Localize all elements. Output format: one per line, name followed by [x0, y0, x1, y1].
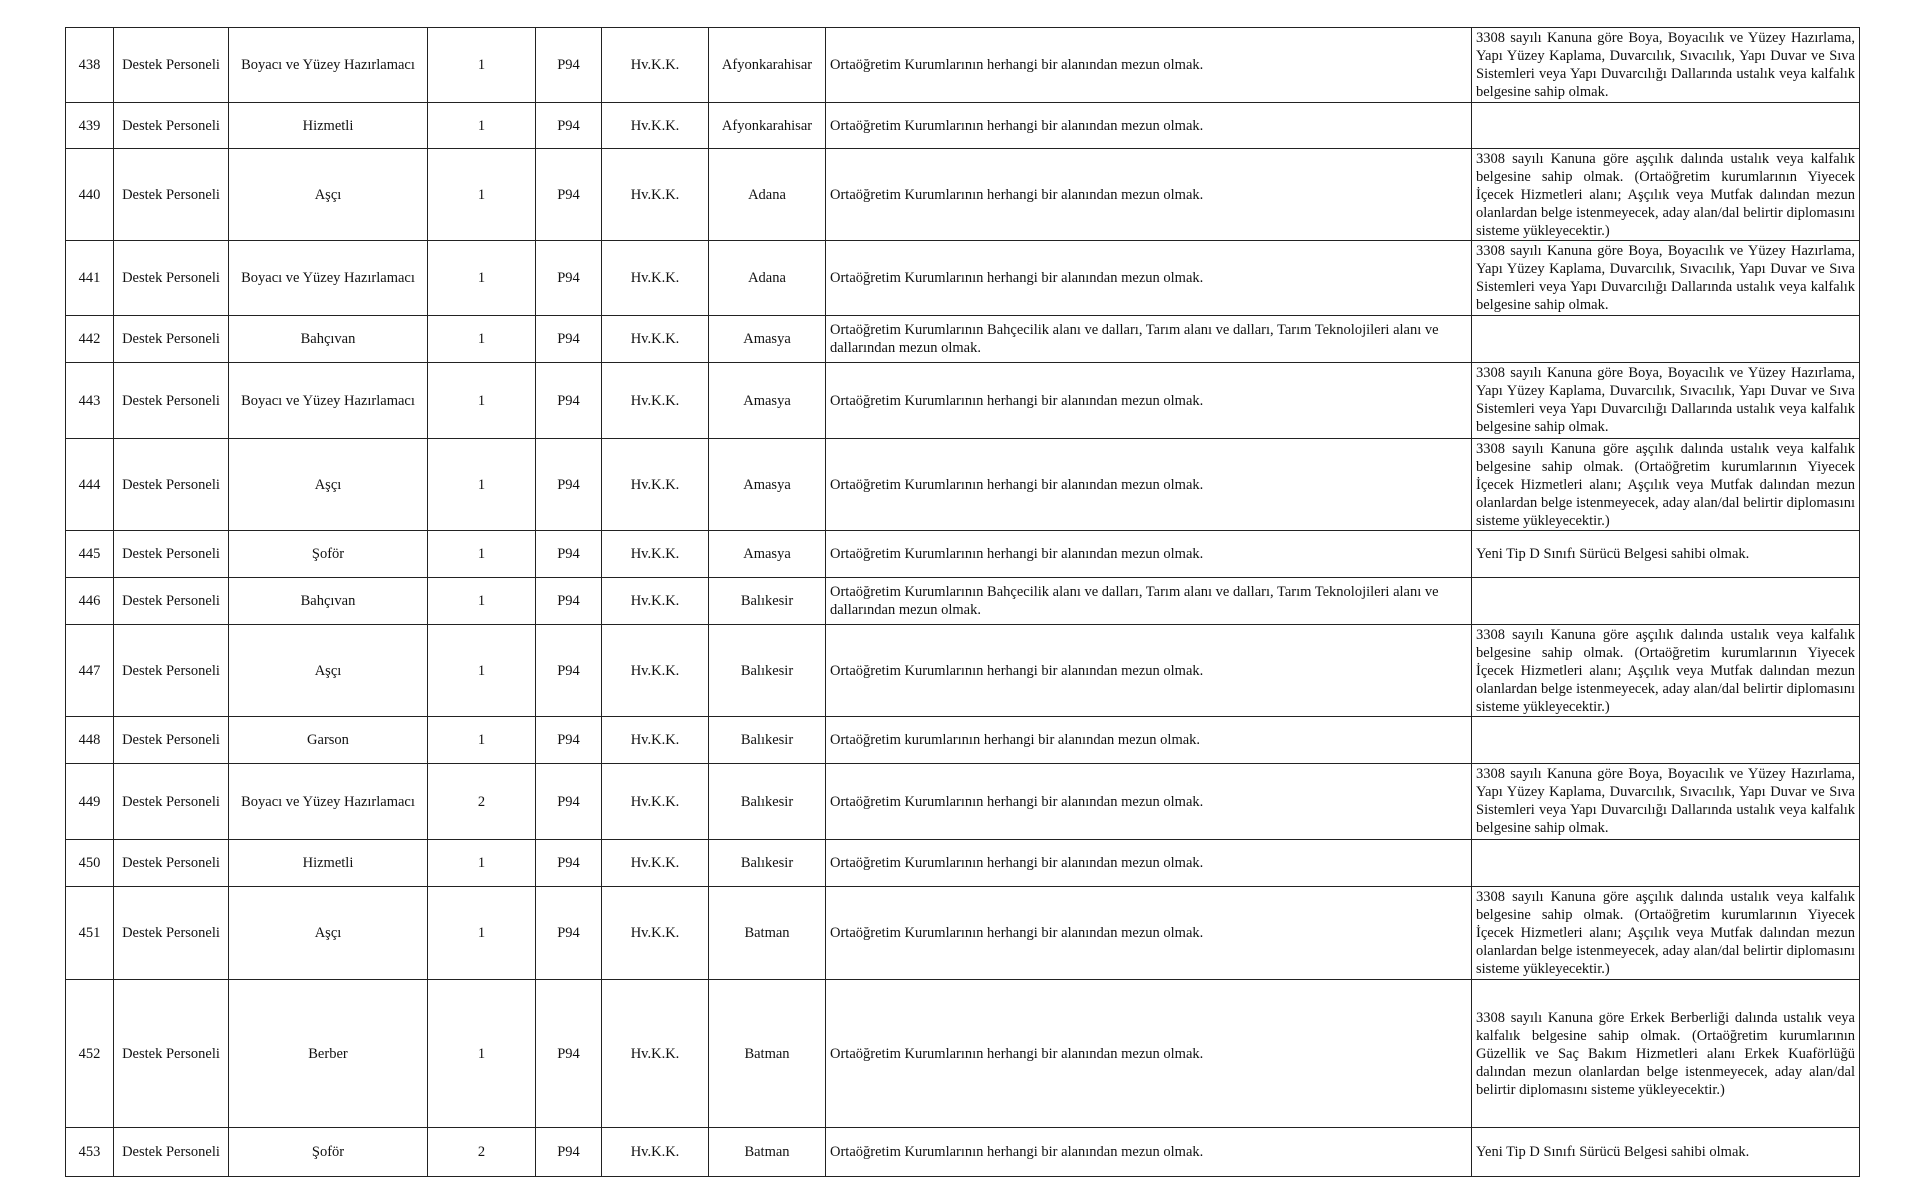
city-cell: Amasya	[709, 531, 826, 578]
position-cell: Boyacı ve Yüzey Hazırlamacı	[229, 241, 428, 316]
city-cell: Batman	[709, 980, 826, 1128]
count-cell: 1	[428, 439, 536, 531]
certificate-cell: 3308 sayılı Kanuna göre Boya, Boyacılık ve Yüzey Hazırlama, Yapı Yüzey Kaplama, Duvarcılık, Sıvacılık, Yapı Duvar ve Sıva Sistemleri veya Yapı Duvarcılığı Dallarında ustalık veya kalfalık belgesine sahip olmak.	[1472, 764, 1860, 840]
category-cell: Destek Personeli	[114, 887, 229, 980]
unit-cell: Hv.K.K.	[602, 439, 709, 531]
count-cell: 1	[428, 149, 536, 241]
city-cell: Balıkesir	[709, 578, 826, 625]
code-cell: P94	[536, 1128, 602, 1177]
certificate-cell: 3308 sayılı Kanuna göre aşçılık dalında ustalık veya kalfalık belgesine sahip olmak. (Ortaöğretim kurumlarının Yiyecek İçecek Hizmetleri alanı; Aşçılık veya Mutfak dalından mezun olanlardan belge istenmeyecek, aday alan/dal belirtir diplomasını sisteme yükleyecektir.)	[1472, 439, 1860, 531]
row-number: 439	[66, 103, 114, 149]
positions-table	[65, 27, 1860, 1177]
count-cell: 2	[428, 1128, 536, 1177]
table-row	[66, 625, 1860, 717]
table-row	[66, 149, 1860, 241]
row-number: 441	[66, 241, 114, 316]
position-cell: Bahçıvan	[229, 316, 428, 363]
education-cell: Ortaöğretim Kurumlarının herhangi bir alanından mezun olmak.	[826, 439, 1472, 531]
position-cell: Aşçı	[229, 625, 428, 717]
certificate-cell	[1472, 840, 1860, 887]
position-cell: Şoför	[229, 1128, 428, 1177]
education-cell: Ortaöğretim Kurumlarının herhangi bir alanından mezun olmak.	[826, 840, 1472, 887]
row-number: 440	[66, 149, 114, 241]
count-cell: 1	[428, 840, 536, 887]
city-cell: Balıkesir	[709, 625, 826, 717]
education-cell: Ortaöğretim Kurumlarının herhangi bir alanından mezun olmak.	[826, 764, 1472, 840]
education-cell: Ortaöğretim Kurumlarının herhangi bir alanından mezun olmak.	[826, 149, 1472, 241]
position-cell: Garson	[229, 717, 428, 764]
category-cell: Destek Personeli	[114, 1128, 229, 1177]
table-row	[66, 241, 1860, 316]
education-cell: Ortaöğretim Kurumlarının herhangi bir alanından mezun olmak.	[826, 103, 1472, 149]
education-cell: Ortaöğretim Kurumlarının herhangi bir alanından mezun olmak.	[826, 887, 1472, 980]
code-cell: P94	[536, 316, 602, 363]
certificate-cell: 3308 sayılı Kanuna göre aşçılık dalında ustalık veya kalfalık belgesine sahip olmak. (Ortaöğretim kurumlarının Yiyecek İçecek Hizmetleri alanı; Aşçılık veya Mutfak dalından mezun olanlardan belge istenmeyecek, aday alan/dal belirtir diplomasını sisteme yükleyecektir.)	[1472, 625, 1860, 717]
category-cell: Destek Personeli	[114, 28, 229, 103]
certificate-cell: 3308 sayılı Kanuna göre aşçılık dalında ustalık veya kalfalık belgesine sahip olmak. (Ortaöğretim kurumlarının Yiyecek İçecek Hizmetleri alanı; Aşçılık veya Mutfak dalından mezun olanlardan belge istenmeyecek, aday alan/dal belirtir diplomasını sisteme yükleyecektir.)	[1472, 149, 1860, 241]
position-cell: Bahçıvan	[229, 578, 428, 625]
certificate-cell: 3308 sayılı Kanuna göre Boya, Boyacılık ve Yüzey Hazırlama, Yapı Yüzey Kaplama, Duvarcılık, Sıvacılık, Yapı Duvar ve Sıva Sistemleri veya Yapı Duvarcılığı Dallarında ustalık veya kalfalık belgesine sahip olmak.	[1472, 28, 1860, 103]
category-cell: Destek Personeli	[114, 439, 229, 531]
unit-cell: Hv.K.K.	[602, 625, 709, 717]
table-row	[66, 531, 1860, 578]
table-row	[66, 887, 1860, 980]
unit-cell: Hv.K.K.	[602, 149, 709, 241]
count-cell: 1	[428, 316, 536, 363]
table-row	[66, 316, 1860, 363]
category-cell: Destek Personeli	[114, 578, 229, 625]
table-row	[66, 28, 1860, 103]
education-cell: Ortaöğretim Kurumlarının herhangi bir alanından mezun olmak.	[826, 531, 1472, 578]
table-row	[66, 840, 1860, 887]
row-number: 451	[66, 887, 114, 980]
row-number: 448	[66, 717, 114, 764]
category-cell: Destek Personeli	[114, 363, 229, 439]
category-cell: Destek Personeli	[114, 840, 229, 887]
position-cell: Aşçı	[229, 149, 428, 241]
unit-cell: Hv.K.K.	[602, 764, 709, 840]
count-cell: 1	[428, 531, 536, 578]
row-number: 449	[66, 764, 114, 840]
category-cell: Destek Personeli	[114, 149, 229, 241]
education-cell: Ortaöğretim Kurumlarının herhangi bir alanından mezun olmak.	[826, 625, 1472, 717]
category-cell: Destek Personeli	[114, 103, 229, 149]
row-number: 443	[66, 363, 114, 439]
count-cell: 1	[428, 363, 536, 439]
unit-cell: Hv.K.K.	[602, 887, 709, 980]
position-cell: Boyacı ve Yüzey Hazırlamacı	[229, 764, 428, 840]
position-cell: Boyacı ve Yüzey Hazırlamacı	[229, 363, 428, 439]
education-cell: Ortaöğretim Kurumlarının herhangi bir alanından mezun olmak.	[826, 980, 1472, 1128]
city-cell: Balıkesir	[709, 840, 826, 887]
count-cell: 1	[428, 578, 536, 625]
unit-cell: Hv.K.K.	[602, 840, 709, 887]
category-cell: Destek Personeli	[114, 531, 229, 578]
unit-cell: Hv.K.K.	[602, 316, 709, 363]
count-cell: 1	[428, 28, 536, 103]
position-cell: Hizmetli	[229, 840, 428, 887]
table-row	[66, 1128, 1860, 1177]
code-cell: P94	[536, 363, 602, 439]
category-cell: Destek Personeli	[114, 625, 229, 717]
certificate-cell: 3308 sayılı Kanuna göre aşçılık dalında ustalık veya kalfalık belgesine sahip olmak. (Ortaöğretim kurumlarının Yiyecek İçecek Hizmetleri alanı; Aşçılık veya Mutfak dalından mezun olanlardan belge istenmeyecek, aday alan/dal belirtir diplomasını sisteme yükleyecektir.)	[1472, 887, 1860, 980]
category-cell: Destek Personeli	[114, 241, 229, 316]
count-cell: 2	[428, 764, 536, 840]
unit-cell: Hv.K.K.	[602, 717, 709, 764]
table-row	[66, 439, 1860, 531]
code-cell: P94	[536, 149, 602, 241]
education-cell: Ortaöğretim Kurumlarının herhangi bir alanından mezun olmak.	[826, 1128, 1472, 1177]
row-number: 452	[66, 980, 114, 1128]
education-cell: Ortaöğretim Kurumlarının Bahçecilik alanı ve dalları, Tarım alanı ve dalları, Tarım Teknolojileri alanı ve dallarından mezun olmak.	[826, 316, 1472, 363]
code-cell: P94	[536, 717, 602, 764]
unit-cell: Hv.K.K.	[602, 241, 709, 316]
position-cell: Aşçı	[229, 887, 428, 980]
row-number: 450	[66, 840, 114, 887]
education-cell: Ortaöğretim Kurumlarının herhangi bir alanından mezun olmak.	[826, 241, 1472, 316]
count-cell: 1	[428, 717, 536, 764]
row-number: 446	[66, 578, 114, 625]
code-cell: P94	[536, 840, 602, 887]
certificate-cell: 3308 sayılı Kanuna göre Boya, Boyacılık ve Yüzey Hazırlama, Yapı Yüzey Kaplama, Duvarcılık, Sıvacılık, Yapı Duvar ve Sıva Sistemleri veya Yapı Duvarcılığı Dallarında ustalık veya kalfalık belgesine sahip olmak.	[1472, 363, 1860, 439]
certificate-cell	[1472, 316, 1860, 363]
code-cell: P94	[536, 103, 602, 149]
row-number: 447	[66, 625, 114, 717]
position-cell: Hizmetli	[229, 103, 428, 149]
education-cell: Ortaöğretim kurumlarının herhangi bir alanından mezun olmak.	[826, 717, 1472, 764]
count-cell: 1	[428, 241, 536, 316]
code-cell: P94	[536, 625, 602, 717]
unit-cell: Hv.K.K.	[602, 103, 709, 149]
count-cell: 1	[428, 625, 536, 717]
code-cell: P94	[536, 531, 602, 578]
certificate-cell: Yeni Tip D Sınıfı Sürücü Belgesi sahibi olmak.	[1472, 531, 1860, 578]
table-row	[66, 764, 1860, 840]
certificate-cell	[1472, 717, 1860, 764]
unit-cell: Hv.K.K.	[602, 531, 709, 578]
row-number: 444	[66, 439, 114, 531]
table-row	[66, 980, 1860, 1128]
table-row	[66, 103, 1860, 149]
certificate-cell	[1472, 103, 1860, 149]
code-cell: P94	[536, 28, 602, 103]
category-cell: Destek Personeli	[114, 316, 229, 363]
code-cell: P94	[536, 764, 602, 840]
row-number: 453	[66, 1128, 114, 1177]
city-cell: Afyonkarahisar	[709, 28, 826, 103]
table-row	[66, 578, 1860, 625]
count-cell: 1	[428, 980, 536, 1128]
code-cell: P94	[536, 241, 602, 316]
position-cell: Berber	[229, 980, 428, 1128]
category-cell: Destek Personeli	[114, 717, 229, 764]
unit-cell: Hv.K.K.	[602, 1128, 709, 1177]
city-cell: Balıkesir	[709, 764, 826, 840]
table-row	[66, 363, 1860, 439]
code-cell: P94	[536, 578, 602, 625]
row-number: 438	[66, 28, 114, 103]
education-cell: Ortaöğretim Kurumlarının herhangi bir alanından mezun olmak.	[826, 28, 1472, 103]
city-cell: Batman	[709, 887, 826, 980]
category-cell: Destek Personeli	[114, 764, 229, 840]
position-cell: Aşçı	[229, 439, 428, 531]
city-cell: Amasya	[709, 363, 826, 439]
count-cell: 1	[428, 103, 536, 149]
city-cell: Batman	[709, 1128, 826, 1177]
city-cell: Afyonkarahisar	[709, 103, 826, 149]
certificate-cell: 3308 sayılı Kanuna göre Boya, Boyacılık ve Yüzey Hazırlama, Yapı Yüzey Kaplama, Duvarcılık, Sıvacılık, Yapı Duvar ve Sıva Sistemleri veya Yapı Duvarcılığı Dallarında ustalık veya kalfalık belgesine sahip olmak.	[1472, 241, 1860, 316]
row-number: 445	[66, 531, 114, 578]
certificate-cell: Yeni Tip D Sınıfı Sürücü Belgesi sahibi olmak.	[1472, 1128, 1860, 1177]
row-number: 442	[66, 316, 114, 363]
city-cell: Adana	[709, 149, 826, 241]
unit-cell: Hv.K.K.	[602, 363, 709, 439]
city-cell: Amasya	[709, 316, 826, 363]
code-cell: P94	[536, 887, 602, 980]
unit-cell: Hv.K.K.	[602, 980, 709, 1128]
category-cell: Destek Personeli	[114, 980, 229, 1128]
city-cell: Balıkesir	[709, 717, 826, 764]
certificate-cell: 3308 sayılı Kanuna göre Erkek Berberliği dalında ustalık veya kalfalık belgesine sahip olmak. (Ortaöğretim kurumlarının Güzellik ve Saç Bakım Hizmetleri alanı Erkek Kuaförlüğü dalından mezun olanlardan belge istenmeyecek, aday alan/dal belirtir diplomasını sisteme yükleyecektir.)	[1472, 980, 1860, 1128]
table-row	[66, 717, 1860, 764]
certificate-cell	[1472, 578, 1860, 625]
unit-cell: Hv.K.K.	[602, 28, 709, 103]
count-cell: 1	[428, 887, 536, 980]
position-cell: Şoför	[229, 531, 428, 578]
city-cell: Amasya	[709, 439, 826, 531]
city-cell: Adana	[709, 241, 826, 316]
code-cell: P94	[536, 439, 602, 531]
position-cell: Boyacı ve Yüzey Hazırlamacı	[229, 28, 428, 103]
unit-cell: Hv.K.K.	[602, 578, 709, 625]
code-cell: P94	[536, 980, 602, 1128]
education-cell: Ortaöğretim Kurumlarının herhangi bir alanından mezun olmak.	[826, 363, 1472, 439]
education-cell: Ortaöğretim Kurumlarının Bahçecilik alanı ve dalları, Tarım alanı ve dalları, Tarım Teknolojileri alanı ve dallarından mezun olmak.	[826, 578, 1472, 625]
